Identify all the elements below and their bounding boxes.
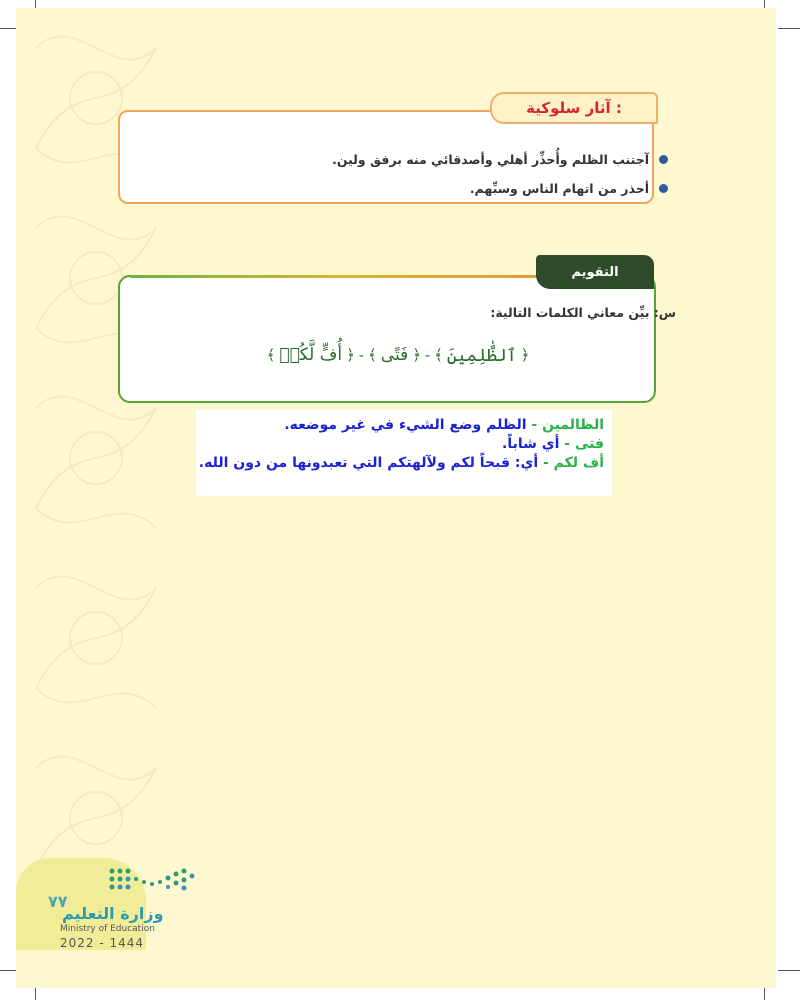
behaviour-text: آجتنب الظلم وأُحذِّر أهلي وأصدقائي منه برفق ولين. <box>332 152 649 167</box>
ornate-bracket-icon: ﴾ <box>266 346 276 364</box>
answer-line <box>196 416 604 435</box>
ministry-logo-icon <box>106 866 196 892</box>
quran-words <box>248 340 548 370</box>
behaviour-text: أحذر من اتهام الناس وسبِّهم. <box>469 181 649 196</box>
evaluation-divider <box>130 275 550 278</box>
crop-mark <box>778 28 800 29</box>
answer-meaning: أي شاباً. <box>502 436 560 452</box>
ministry-name-english: Ministry of Education <box>60 924 155 934</box>
answer-meaning: الظلم وضع الشيء في غير موضعه. <box>284 417 527 433</box>
bullet-icon <box>659 184 668 193</box>
ornate-bracket-icon: ﴿ <box>520 346 530 364</box>
answer-box <box>196 410 612 496</box>
quran-word: أُفٍّ لَّكُمۡ <box>279 345 343 365</box>
answer-term: فتى - <box>564 436 604 452</box>
ministry-name-arabic: وزارة التعليم <box>62 904 164 923</box>
behaviours-title: آثار سلوكية : <box>490 92 658 124</box>
answer-term: الظالمين - <box>531 417 604 433</box>
evaluation-card <box>118 275 656 403</box>
separator: - <box>425 346 431 364</box>
ornate-bracket-icon: ﴿ <box>346 346 355 364</box>
evaluation-title: التقويم <box>536 255 654 289</box>
list-item <box>332 174 668 203</box>
quran-word: ٱلظَّٰلِمِينَ <box>446 345 517 366</box>
answer-meaning: أي: قبحاً لكم ولآلهتكم التي تعبدونها من دون الله. <box>198 455 539 471</box>
list-item <box>332 145 668 174</box>
separator: - <box>358 346 364 364</box>
answer-line <box>196 435 604 454</box>
bullet-icon <box>659 155 668 164</box>
crop-mark <box>778 970 800 971</box>
ornate-bracket-icon: ﴿ <box>412 346 422 364</box>
answer-term: أف لكم - <box>543 455 604 471</box>
answer-line <box>196 454 604 473</box>
question-text: س: بيِّن معاني الكلمات التالية: <box>490 305 676 320</box>
edition-year: 2022 - 1444 <box>60 936 145 950</box>
page-number: ٧٧ <box>48 892 68 911</box>
ornate-bracket-icon: ﴾ <box>434 346 443 364</box>
ornate-bracket-icon: ﴾ <box>367 346 377 364</box>
behaviours-list <box>332 145 668 203</box>
quran-word: فَتًى <box>380 345 409 365</box>
